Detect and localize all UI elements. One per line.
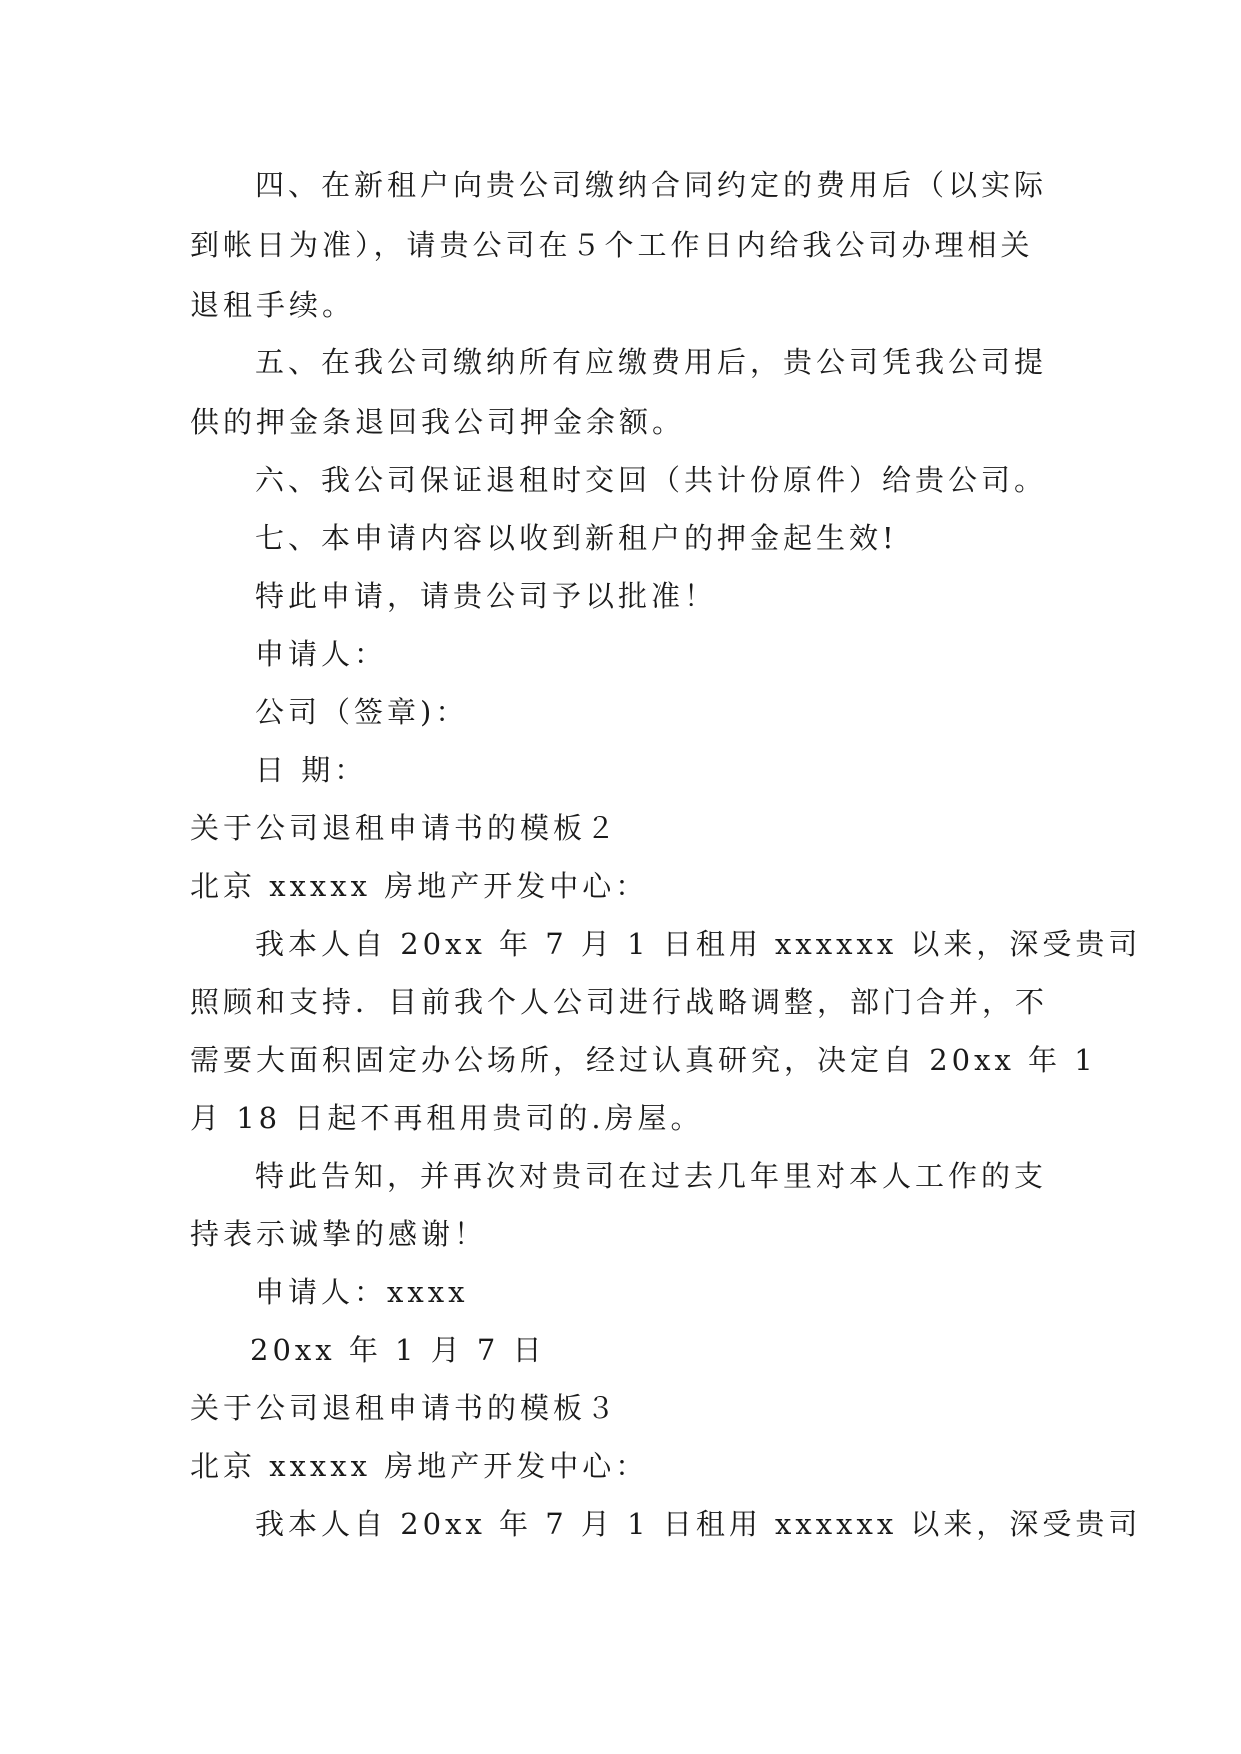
paragraph-line: 我本人自 20xx 年 7 月 1 日租用 xxxxxx 以来，深受贵司 [255,1507,1142,1541]
paragraph-line: 供的押金条退回我公司押金余额。 [190,405,686,439]
paragraph-line: 我本人自 20xx 年 7 月 1 日租用 xxxxxx 以来，深受贵司 [255,927,1142,961]
paragraph-line: 六、我公司保证退租时交回（共计份原件）给贵公司。 [255,463,1048,497]
paragraph-line: 七、本申请内容以收到新租户的押金起生效! [255,521,898,555]
company-seal-label: 公司（签章)： [255,695,469,729]
section-heading: 关于公司退租申请书的模板２ [190,811,620,845]
paragraph-line: 四、在新租户向贵公司缴纳合同约定的费用后（以实际 [255,168,1048,202]
paragraph-line: 到帐日为准），请贵公司在５个工作日内给我公司办理相关 [190,228,1034,262]
paragraph-line: 特此告知，并再次对贵司在过去几年里对本人工作的支 [255,1159,1048,1193]
applicant-label: 申请人： [255,637,388,671]
addressee: 北京 xxxxx 房地产开发中心： [190,1449,649,1483]
addressee: 北京 xxxxx 房地产开发中心： [190,869,649,903]
applicant-line: 申请人：xxxx [255,1275,469,1309]
paragraph-line: 持表示诚挚的感谢！ [190,1217,488,1251]
paragraph-line: 月 18 日起不再租用贵司的.房屋。 [190,1101,704,1135]
paragraph-line: 退租手续。 [190,288,356,322]
date-line: 20xx 年 1 月 7 日 [250,1333,546,1367]
paragraph-line: 特此申请，请贵公司予以批准！ [255,579,718,613]
paragraph-line: 五、在我公司缴纳所有应缴费用后，贵公司凭我公司提 [255,345,1048,379]
paragraph-line: 需要大面积固定办公场所，经过认真研究，决定自 20xx 年 1 [190,1043,1097,1077]
date-label: 日 期： [255,753,368,787]
section-heading: 关于公司退租申请书的模板３ [190,1391,620,1425]
paragraph-line: 照顾和支持．目前我个人公司进行战略调整，部门合并，不 [190,985,1049,1019]
